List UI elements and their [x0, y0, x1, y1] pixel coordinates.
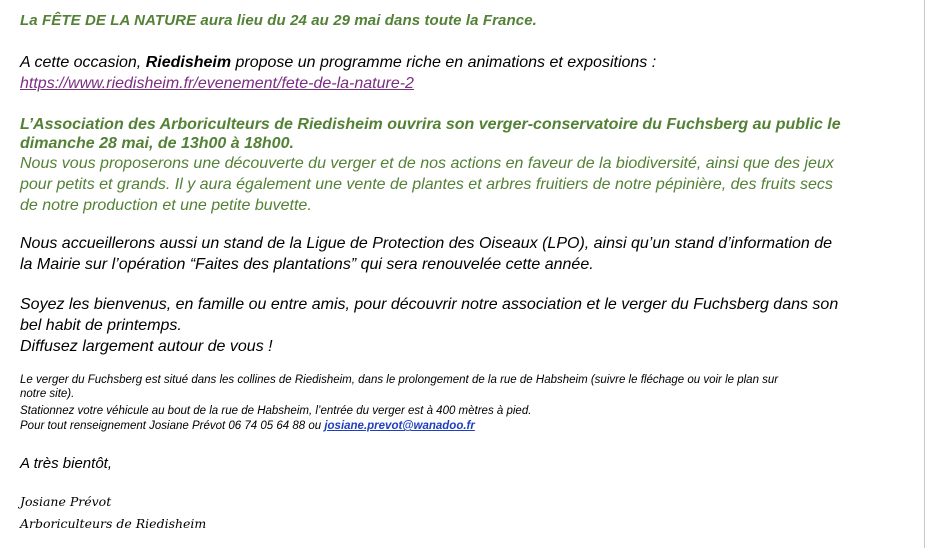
info-line3: Stationnez votre véhicule au bout de la rue de Habsheim, l’entrée du verger est à 400 mètres à pied. [20, 405, 532, 417]
intro-line [20, 54, 656, 72]
event-title: La FÊTE DE LA NATURE aura lieu du 24 au 29 mai dans toute la France. [20, 12, 537, 29]
intro-text-after: propose un programme riche en animations et expositions : [231, 54, 657, 71]
welcome-line1: Soyez les bienvenus, en famille ou entre amis, pour découvrir notre association et le verger du Fuchsberg dans son [20, 296, 839, 313]
info-line1: Le verger du Fuchsberg est situé dans les collines de Riedisheim, dans le prolongement de la rue de Habsheim (suivre le fléchage ou voir le plan sur [20, 374, 779, 386]
signature-name: Josiane Prévot [20, 494, 112, 509]
association-desc-line3: de notre production et une petite buvette. [20, 197, 312, 214]
page-edge-divider [924, 0, 925, 548]
association-heading-line1: L’Association des Arboriculteurs de Riedisheim ouvrira son verger-conservatoire du Fuchsberg au public le [20, 116, 841, 133]
closing-greeting: A très bientôt, [20, 455, 112, 472]
lpo-line1: Nous accueillerons aussi un stand de la Ligue de Protection des Oiseaux (LPO), ainsi qu’un stand d’information de [20, 235, 833, 252]
welcome-line3: Diffusez largement autour de vous ! [20, 338, 273, 355]
welcome-line2: bel habit de printemps. [20, 317, 182, 334]
association-desc-line1: Nous vous proposerons une découverte du verger et de nos actions en faveur de la biodiversité, ainsi que des jeux [20, 155, 834, 172]
intro-town-bold: Riedisheim [145, 54, 232, 71]
association-heading-line2: dimanche 28 mai, de 13h00 à 18h00. [20, 135, 294, 152]
contact-text: Pour tout renseignement Josiane Prévot 06 74 05 64 88 ou [20, 420, 325, 432]
intro-text-before: A cette occasion, [20, 54, 146, 71]
association-desc-line2: pour petits et grands. Il y aura également une vente de plantes et arbres fruitiers de notre pépinière, des fruits secs [20, 176, 833, 193]
signature-organization: Arboriculteurs de Riedisheim [20, 516, 207, 531]
info-line4 [20, 420, 475, 432]
lpo-line2: la Mairie sur l’opération “Faites des plantations” qui sera renouvelée cette année. [20, 256, 594, 273]
program-link[interactable]: https://www.riedisheim.fr/evenement/fete-de-la-nature-2 [20, 75, 414, 92]
contact-email-link[interactable]: josiane.prevot@wanadoo.fr [324, 420, 475, 432]
program-link-line [20, 75, 414, 93]
info-line2: notre site). [20, 388, 75, 400]
